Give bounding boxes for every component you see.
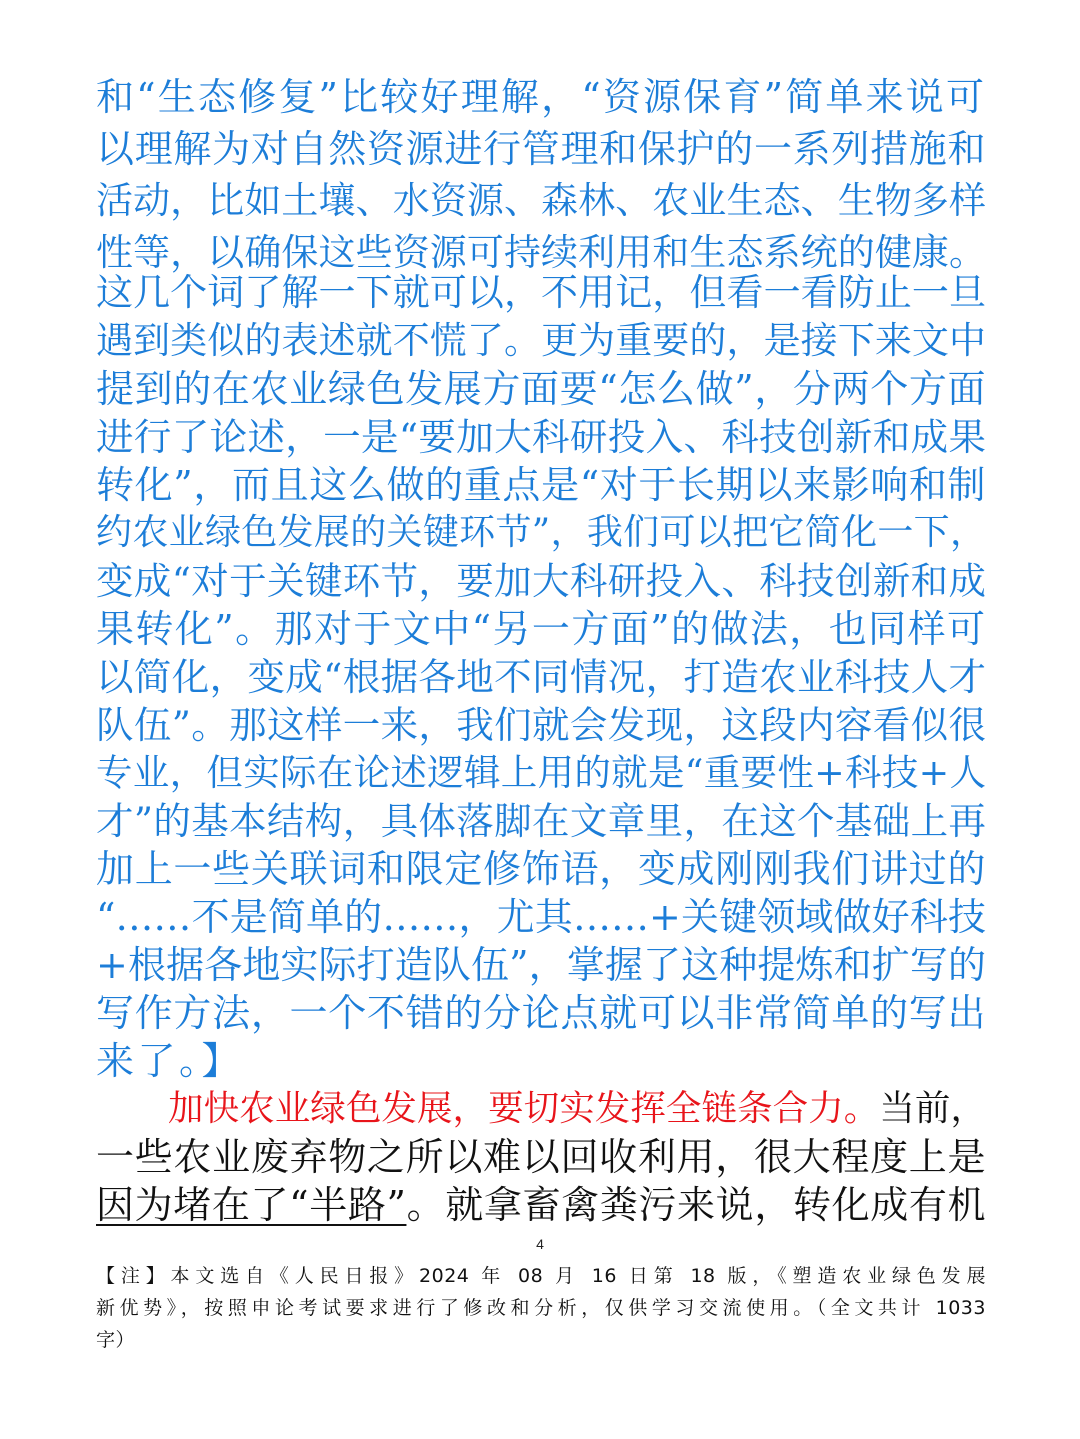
analysis-line: +根据各地实际打造队伍”，掌握了这种提炼和扩写的 [96, 943, 986, 987]
analysis-line: 转化”，而且这么做的重点是“对于长期以来影响和制 [96, 463, 986, 507]
analysis-line: 果转化”。那对于文中“另一方面”的做法，也同样可 [96, 607, 986, 651]
analysis-line: 遇到类似的表述就不慌了。更为重要的，是接下来文中 [96, 319, 986, 362]
body-line: 一些农业废弃物之所以难以回收利用，很大程度上是 [96, 1135, 986, 1179]
analysis-line: 才”的基本结构，具体落脚在文章里，在这个基础上再 [96, 799, 986, 843]
analysis-line-last: 来了。】 [96, 1039, 244, 1083]
body-paragraph-first-line [168, 1086, 986, 1132]
analysis-line: 提到的在农业绿色发展方面要“怎么做”，分两个方面 [96, 367, 986, 411]
analysis-line: “……不是简单的……，尤其……+关键领域做好科技 [96, 895, 986, 939]
footnote-line: 字） [96, 1329, 136, 1351]
analysis-line: 写作方法，一个不错的分论点就可以非常简单的写出 [96, 991, 986, 1035]
analysis-line: 性等，以确保这些资源可持续利用和生态系统的健康。 [96, 231, 986, 274]
analysis-line: 变成“对于关键环节，要加大科研投入、科技创新和成 [96, 559, 986, 603]
analysis-line: 以理解为对自然资源进行管理和保护的一系列措施和 [96, 127, 986, 171]
underlined-phrase: 因为堵在了“半路” [96, 1183, 407, 1227]
footnote-line: 【注】本文选自《人民日报》2024 年 08 月 16 日第 18 版，《塑造农业绿色发展 [96, 1265, 986, 1287]
body-text: 。就拿畜禽粪污来说，转化成有机 [406, 1183, 986, 1227]
red-heading-sentence: 加快农业绿色发展，要切实发挥全链条合力。 [168, 1088, 880, 1129]
body-text: 当前， [879, 1088, 986, 1129]
analysis-line: 队伍”。那这样一来，我们就会发现，这段内容看似很 [96, 703, 986, 747]
analysis-line: 专业，但实际在论述逻辑上用的就是“重要性+科技+人 [96, 751, 986, 794]
analysis-line: 和“生态修复”比较好理解，“资源保育”简单来说可 [96, 75, 986, 119]
analysis-line: 活动，比如土壤、水资源、森林、农业生态、生物多样 [96, 179, 986, 222]
footnote-line: 新优势》，按照申论考试要求进行了修改和分析，仅供学习交流使用。（全文共计 1033 [96, 1297, 986, 1319]
analysis-line: 以简化，变成“根据各地不同情况，打造农业科技人才 [96, 655, 986, 699]
analysis-line: 加上一些关联词和限定修饰语，变成刚刚我们讲过的 [96, 847, 986, 891]
analysis-line: 约农业绿色发展的关键环节”，我们可以把它简化一下， [96, 512, 986, 553]
body-line [96, 1182, 986, 1228]
analysis-line: 这几个词了解一下就可以，不用记，但看一看防止一旦 [96, 271, 986, 314]
page-number: 4 [536, 1236, 544, 1252]
analysis-line: 进行了论述，一是“要加大科研投入、科技创新和成果 [96, 415, 986, 459]
